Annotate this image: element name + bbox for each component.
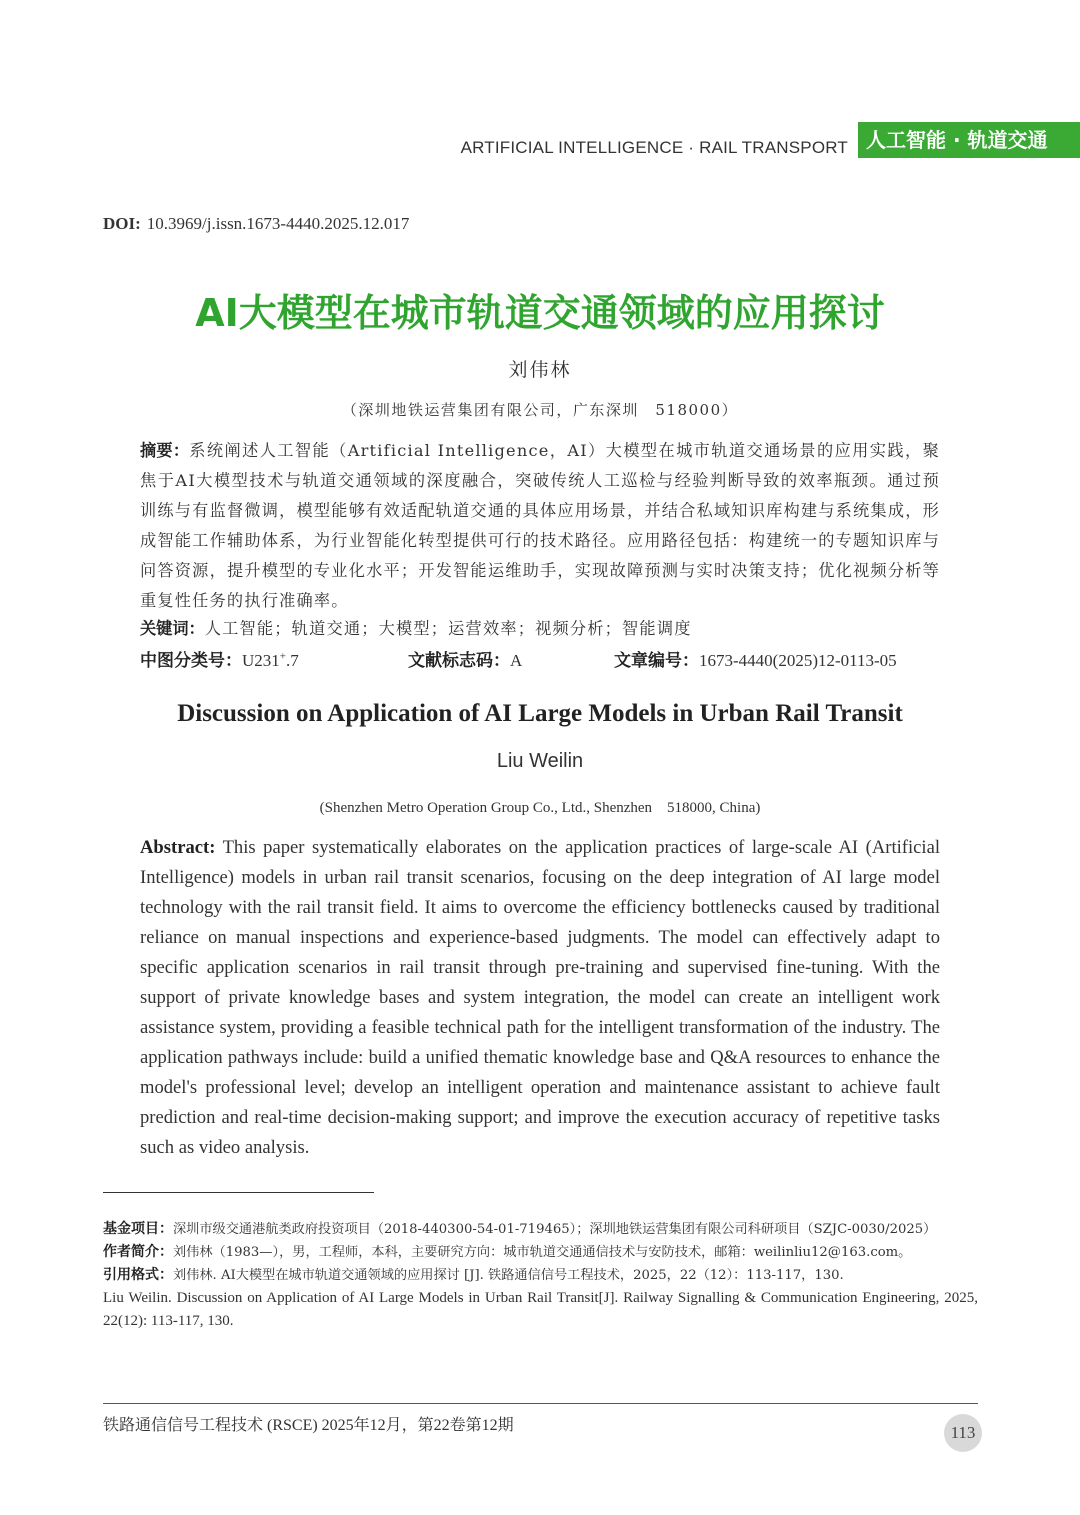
clc-sup: + [279,650,286,663]
clc-item [140,646,299,671]
doi-label: DOI: [103,214,141,233]
citation-en-note: Liu Weilin. Discussion on Application of AI Large Models in Urban Rail Transit[J]. Railway Signalling & Communication Engineering, 2025, 22(12): 113-117, 130. [103,1290,978,1329]
citation-cn-note [103,1264,978,1287]
abstract-en-text: This paper systematically elaborates on the application practices of large-scale AI (Artificial Intelligence) models in urban rail transit scenarios, focusing on the deep integration of AI large model technology with the rail transit field. It aims to overcome the efficiency bottlenecks caused by traditional reliance on manual inspections and experience-based judgments. The model can effectively adapt to specific application scenarios in rail transit through pre-training and supervised fine-tuning. With the support of private knowledge bases and system integration, the model can create an intelligent work assistance system, providing a feasible technical path for the intelligent transformation of the industry. The application pathways include: build a unified thematic knowledge base and Q&A resources to enhance the model's professional level; develop an intelligent operation and maintenance assistant to achieve fault prediction and real-time decision-making support; and improve the execution accuracy of repetitive tasks such as video analysis. [140,837,940,1158]
keywords-cn [140,615,940,639]
author-name-en: Liu Weilin [496,750,584,772]
article-no-label: 文章编号： [614,651,699,671]
cite-label: 引用格式： [103,1267,173,1283]
article-no-item [614,646,897,671]
doi-line [103,214,409,234]
doc-code-label: 文献标志码： [408,651,510,671]
doc-code-value: A [510,651,523,670]
footnotes [103,1218,978,1333]
footer-divider [103,1403,978,1404]
doi-value[interactable]: 10.3969/j.issn.1673-4440.2025.12.017 [146,214,410,233]
clc-suffix: .7 [286,651,299,670]
abstract-cn-label: 摘要： [140,441,190,460]
fund-text: 深圳市级交通港航类政府投资项目（2018-440300-54-01-719465）；深圳地铁运营集团有限公司科研项目（SZJC-0030/2025） [173,1222,937,1237]
cite-cn-text: 刘伟林. AI大模型在城市轨道交通领域的应用探讨 [J]. 铁路通信信号工程技术，2025，22（12）：113-117，130. [173,1268,844,1283]
abstract-en-label: Abstract: [140,837,216,858]
clc-value: U231 [242,651,280,670]
affiliation-en: (Shenzhen Metro Operation Group Co., Ltd., Shenzhen 518000, China) [319,800,761,816]
affiliation-cn: （深圳地铁运营集团有限公司，广东深圳 518000） [341,401,739,419]
keywords-cn-text: 人工智能；轨道交通；大模型；运营效率；视频分析；智能调度 [204,619,692,638]
fund-note [103,1218,978,1241]
article-no-value: 1673-4440(2025)12-0113-05 [699,651,897,670]
classification-line [140,646,940,672]
footnote-divider [103,1192,374,1193]
bio-label: 作者简介： [103,1244,173,1260]
abstract-cn [140,436,940,616]
author-bio-note [103,1241,978,1264]
abstract-en [140,833,940,1163]
author-name-cn: 刘伟林 [508,359,572,381]
running-header-en: ARTIFICIAL INTELLIGENCE · RAIL TRANSPORT [460,138,848,157]
fund-label: 基金项目： [103,1221,173,1237]
journal-footer: 铁路通信信号工程技术 (RSCE) 2025年12月，第22卷第12期 [103,1417,514,1434]
paper-title-en: Discussion on Application of AI Large Models in Urban Rail Transit [177,700,903,727]
abstract-cn-text: 系统阐述人工智能（Artificial Intelligence，AI）大模型在城市轨道交通场景的应用实践，聚焦于AI大模型技术与轨道交通领域的深度融合，突破传统人工巡检与经验判断导致的效率瓶颈。通过预训练与有监督微调，模型能够有效适配轨道交通的具体应用场景，并结合私域知识库构建与系统集成，形成智能工作辅助体系，为行业智能化转型提供可行的技术路径。应用路径包括：构建统一的专题知识库与问答资源，提升模型的专业化水平；开发智能运维助手，实现故障预测与实时决策支持；优化视频分析等重复性任务的执行准确率。 [140,441,941,610]
paper-title-cn: AI大模型在城市轨道交通领域的应用探讨 [195,291,885,335]
keywords-cn-label: 关键词： [140,619,205,638]
clc-label: 中图分类号： [140,651,242,671]
doc-code-item [408,646,522,671]
running-header-cn-badge: 人工智能 · 轨道交通 [858,122,1080,158]
bio-text: 刘伟林（1983—），男，工程师，本科，主要研究方向：城市轨道交通通信技术与安防技术，邮箱：weilinliu12@163.com。 [173,1245,912,1260]
page-number-badge: 113 [944,1414,982,1452]
